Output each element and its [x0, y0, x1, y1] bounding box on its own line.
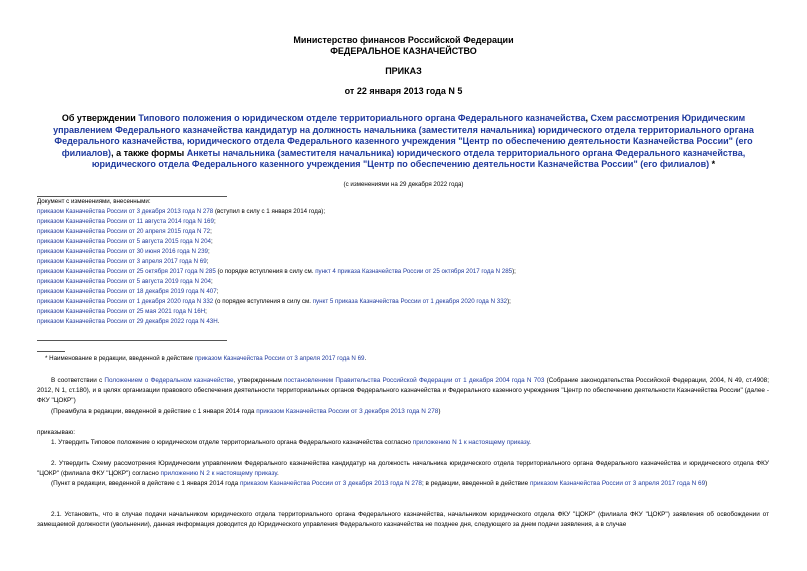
amendment-effective-link[interactable]: пункт 5 приказа Казначейства России от 1 декабря 2020 года N 332 [312, 298, 508, 305]
amendment-link[interactable]: приказом Казначейства России от 3 декабря 2013 года N 278 [37, 208, 214, 215]
item-1-appendix-link[interactable]: приложению N 1 к настоящему приказу [412, 439, 530, 446]
amendments-bottom-divider [37, 340, 227, 341]
amendment-item: приказом Казначейства России от 11 августа 2014 года N 169; [37, 218, 216, 225]
orders-word: приказываю: [37, 429, 75, 436]
amendments-intro: Документ с изменениями, внесенными: [37, 198, 151, 205]
preamble-paragraph: В соответствии с Положением о Федеральном казначействе, утвержденным постановлением Правительства Российской Федерации от 1 декабря 2004 года N 703 (Собрание законодательства Российской Федерации, 2004, N 49, ст.4908; 2012, N 1, ст.180), и в целях организации правового обеспечения деятельности территориальных органов Федерального казначейства и Федерального казенного учреждения "Центр по обеспечению деятельности Казначейства России" (далее - ФКУ "ЦОКР") [37, 377, 770, 405]
amendments-list [37, 197, 777, 327]
amendment-item: приказом Казначейства России от 1 декабря 2020 года N 332 (о порядке вступления в силу см. пункт 5 приказа Казначейства России от 1 декабря 2020 года N 332); [37, 298, 511, 305]
amendment-link[interactable]: приказом Казначейства России от 30 июня 2016 года N 239 [37, 248, 208, 255]
amendment-item: приказом Казначейства России от 3 декабря 2013 года N 278 (вступил в силу с 1 января 2014 года); [37, 208, 326, 215]
document-type: ПРИКАЗ [385, 66, 422, 76]
item-2-edit-note: (Пункт в редакции, введенной в действие с 1 января 2014 года приказом Казначейства России от 3 декабря 2013 года N 278; в редакции, введенной в действие приказом Казначейства России от 3 апреля 2017 года N 69) [51, 480, 708, 487]
amendment-link[interactable]: приказом Казначейства России от 11 августа 2014 года N 169 [37, 218, 214, 225]
amendment-link[interactable]: приказом Казначейства России от 20 апреля 2015 года N 72 [37, 228, 211, 235]
item-2-note-link-2[interactable]: приказом Казначейства России от 3 апреля 2017 года N 69 [529, 480, 706, 487]
amendment-item: приказом Казначейства России от 25 октября 2017 года N 285 (о порядке вступления в силу см. пункт 4 приказа Казначейства России от 25 октября 2017 года N 285); [37, 268, 516, 275]
treasury-name: ФЕДЕРАЛЬНОЕ КАЗНАЧЕЙСТВО [330, 46, 477, 56]
preamble-edit-note: (Преамбула в редакции, введенной в действие с 1 января 2014 года приказом Казначейства России от 3 декабря 2013 года N 278) [51, 408, 441, 415]
amendment-link[interactable]: приказом Казначейства России от 3 апреля 2017 года N 69 [37, 258, 207, 265]
amendment-item: приказом Казначейства России от 3 апреля 2017 года N 69; [37, 258, 209, 265]
footnote-link[interactable]: приказом Казначейства России от 3 апреля 2017 года N 69 [194, 355, 365, 362]
item-2: 2. Утвердить Схему рассмотрения Юридическим управлением Федерального казначейства кандидатур на должность начальника юридического отдела территориального органа Федерального казначейства и юридического отдела ФКУ "ЦОКР" (филиала ФКУ "ЦОКР") согласно приложению N 2 к настоящему приказу. [37, 460, 769, 478]
title-link-review-scheme[interactable]: Схем рассмотрения Юридическим управлением Федерального казначейства кандидатур на должность начальника (заместителя начальника) юридического отдела территориального органа Федерального казначейства, юридического отдела Федерального казенного учреждения "Центр по обеспечению деятельности Казначейства России" (его филиалов) [53, 113, 754, 158]
item-2-note-link-1[interactable]: приказом Казначейства России от 3 декабря 2013 года N 278 [239, 480, 422, 487]
item-2-1: 2.1. Установить, что в случае подачи начальником юридического отдела территориального органа Федерального казначейства, начальником юридического отдела ФКУ "ЦОКР" (филиала ФКУ "ЦОКР") заявления об освобождении от замещаемой должности (увольнении), данная информация доводится до Юридического управления Федерального казначейства не позднее дня, следующего за днем подачи заявления, а в случае [37, 511, 769, 529]
amendment-link[interactable]: приказом Казначейства России от 25 мая 2021 года N 16Н [37, 308, 206, 315]
amendment-item: приказом Казначейства России от 30 июня 2016 года N 239; [37, 248, 210, 255]
amendment-effective-link[interactable]: пункт 4 приказа Казначейства России от 25 октября 2017 года N 285 [315, 268, 513, 275]
preamble-link-government-decree[interactable]: постановлением Правительства Российской Федерации от 1 декабря 2004 года N 703 [283, 377, 545, 384]
changes-note: (с изменениями на 29 декабря 2022 года) [343, 181, 464, 188]
item-1: 1. Утвердить Типовое положение о юридическом отделе территориального органа Федерального казначейства согласно приложению N 1 к настоящему приказу. [51, 439, 531, 446]
preamble-link-regulation[interactable]: Положением о Федеральном казначействе [104, 377, 234, 384]
title-link-questionnaire[interactable]: Анкеты начальника (заместителя начальника) юридического отдела территориального органа Федерального казначейства, юридического отдела Федерального казенного учреждения "Центр по обеспечению деятельности Казначейства России" (его филиалов) [91, 147, 746, 169]
amendment-item: приказом Казначейства России от 5 августа 2019 года N 204; [37, 278, 213, 285]
ministry-name: Министерство финансов Российской Федерации [293, 35, 514, 45]
footnote: * Наименование в редакции, введенной в действие приказом Казначейства России от 3 апреля 2017 года N 69. [45, 355, 367, 362]
amendment-link[interactable]: приказом Казначейства России от 5 августа 2019 года N 204 [37, 278, 211, 285]
amendment-link[interactable]: приказом Казначейства России от 25 октября 2017 года N 285 [37, 268, 216, 275]
item-2-appendix-link[interactable]: приложению N 2 к настоящему приказу [160, 470, 277, 478]
amendment-item: приказом Казначейства России от 29 декабря 2022 года N 43Н. [37, 318, 220, 325]
amendment-link[interactable]: приказом Казначейства России от 18 декабря 2019 года N 407 [37, 288, 217, 295]
title-link-typical-regulation[interactable]: Типового положения о юридическом отделе территориального органа Федерального казначейства [138, 113, 586, 123]
amendment-item: приказом Казначейства России от 5 августа 2015 года N 204; [37, 238, 213, 245]
amendment-item: приказом Казначейства России от 25 мая 2021 года N 16Н; [37, 308, 207, 315]
document-title: Об утверждении Типового положения о юридическом отделе территориального органа Федерального казначейства, Схем рассмотрения Юридическим управлением Федерального казначейства кандидатур на должность начальника (заместителя начальника) юридического отдела территориального органа Федерального казначейства, юридического отдела Федерального казенного учреждения "Центр по обеспечению деятельности Казначейства России" (его филиалов), а также формы Анкеты начальника (заместителя начальника) юридического отдела территориального органа Федерального казначейства, юридического отдела Федерального казенного учреждения "Центр по обеспечению деятельности Казначейства России" (его филиалов) * [53, 113, 754, 169]
footnote-divider [37, 351, 65, 352]
amendment-link[interactable]: приказом Казначейства России от 1 декабря 2020 года N 332 [37, 298, 214, 305]
amendment-item: приказом Казначейства России от 18 декабря 2019 года N 407; [37, 288, 219, 295]
amendment-link[interactable]: приказом Казначейства России от 5 августа 2015 года N 204 [37, 238, 211, 245]
amendment-item: приказом Казначейства России от 20 апреля 2015 года N 72; [37, 228, 212, 235]
amendment-link[interactable]: приказом Казначейства России от 29 декабря 2022 года N 43Н [37, 318, 218, 325]
preamble-note-link[interactable]: приказом Казначейства России от 3 декабря 2013 года N 278 [256, 408, 439, 415]
document-date-number: от 22 января 2013 года N 5 [344, 86, 463, 96]
